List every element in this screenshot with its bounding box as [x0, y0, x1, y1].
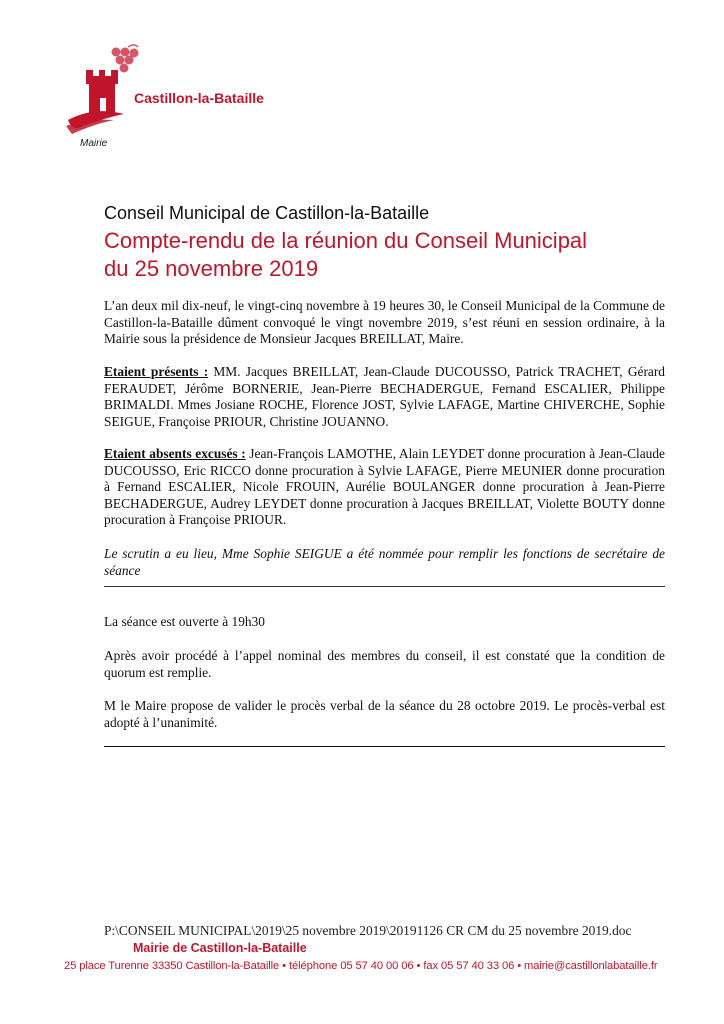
- page-title: [104, 227, 664, 283]
- absents-label: Etaient absents excusés :: [104, 446, 246, 461]
- footer-mairie-name: Mairie de Castillon-la-Bataille: [133, 941, 307, 955]
- title-line-1: Compte-rendu de la réunion du Conseil Municipal: [104, 228, 588, 253]
- organisation-heading: Conseil Municipal de Castillon-la-Bataille: [104, 203, 430, 223]
- separator-line: [104, 586, 665, 587]
- file-path: P:\CONSEIL MUNICIPAL\2019\25 novembre 2019\20191126 CR CM du 25 novembre 2019.doc: [104, 923, 632, 938]
- castillon-logo: [64, 44, 284, 154]
- presents-label: Etaient présents :: [104, 364, 209, 379]
- section-divider: [104, 746, 665, 747]
- presents-list: MM. Jacques BREILLAT, Jean-Claude DUCOUSSO, Patrick TRACHET, Gérard FERAUDET, Jérôme BORNERIE, Jean-Pierre BECHADERGUE, Fernand ESCALIER, Philippe BRIMALDI. Mmes Josiane ROCHE, Florence JOST, Sylvie LAFAGE, Martine CHIVERCHE, Sophie SEIGUE, Françoise PRIOUR, Christine JOUANNO.: [104, 364, 665, 429]
- ouverture-paragraph: La séance est ouverte à 19h30: [104, 614, 265, 629]
- quorum-paragraph: Après avoir procédé à l’appel nominal des membres du conseil, il est constaté que la condition de quorum est remplie.: [104, 648, 665, 680]
- proces-verbal-paragraph: M le Maire propose de valider le procès verbal de la séance du 28 octobre 2019. Le procès-verbal est adopté à l’unanimité.: [104, 698, 665, 730]
- footer-contact: 25 place Turenne 33350 Castillon-la-Bataille • téléphone 05 57 40 00 06 • fax 05 57 40 33 06 • mairie@castillonlabataille.fr: [64, 960, 658, 972]
- absents-list: Jean-François LAMOTHE, Alain LEYDET donne procuration à Jean-Claude DUCOUSSO, Eric RICCO donne procuration à Sylvie LAFAGE, Pierre MEUNIER donne procuration à Fernand ESCALIER, Nicole FROUIN, Aurélie BOULANGER donne procuration à Jean-Pierre BECHADERGUE, Audrey LEYDET donne procuration à Jacques BREILLAT, Violette BOUTY donne procuration à Françoise PRIOUR.: [104, 446, 665, 528]
- logo-subtitle: Mairie: [80, 138, 108, 149]
- absents-paragraph: [104, 446, 665, 529]
- logo-name: Castillon-la-Bataille: [134, 90, 264, 106]
- scrutin-paragraph: Le scrutin a eu lieu, Mme Sophie SEIGUE a été nommée pour remplir les fonctions de secrétaire de séance: [104, 546, 665, 578]
- intro-paragraph: L’an deux mil dix-neuf, le vingt-cinq novembre à 19 heures 30, le Conseil Municipal de la Commune de Castillon-la-Bataille dûment convoqué le vingt novembre 2019, s’est réuni en session ordinaire, à la Mairie sous la présidence de Monsieur Jacques BREILLAT, Maire.: [104, 298, 665, 347]
- presents-paragraph: [104, 364, 665, 430]
- title-line-2: du 25 novembre 2019: [104, 256, 319, 281]
